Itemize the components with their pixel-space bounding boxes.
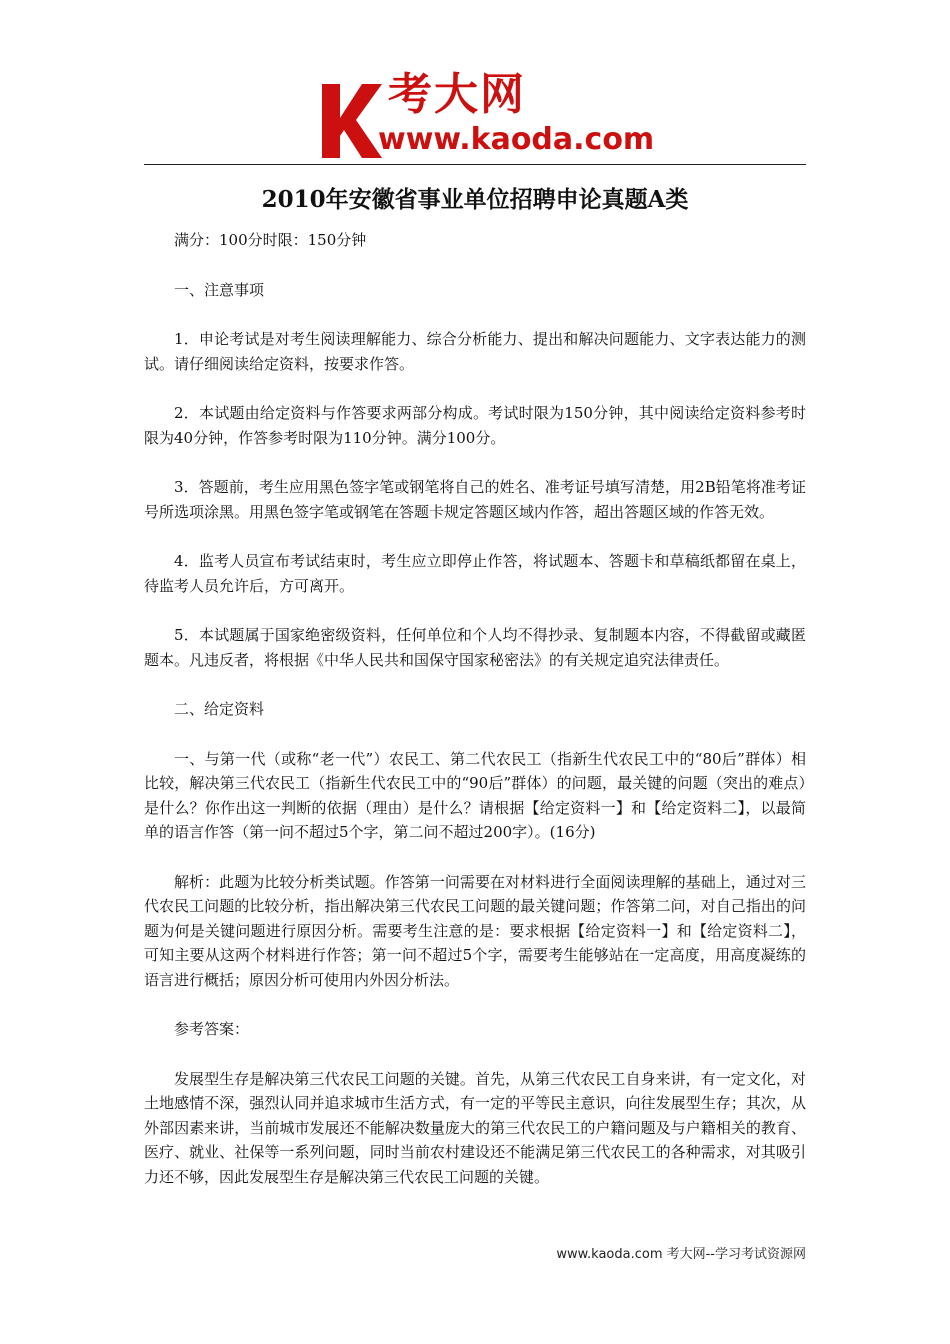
kaoda-k-logo-icon [316,80,386,160]
exam-meta: 满分：100分时限：150分钟 [174,231,367,249]
note-2: 2．本试题由给定资料与作答要求两部分构成。考试时限为150分钟，其中阅读给定资料参考时限为40分钟，作答参考时限为110分钟。满分100分。 [144,404,806,447]
note-3: 3．答题前，考生应用黑色签字笔或钢笔将自己的姓名、准考证号填写清楚，用2B铅笔将准考证号所选项涂黑。用黑色签字笔或钢笔在答题卡规定答题区域内作答，超出答题区域的作答无效。 [144,478,806,521]
section-heading-notes: 一、注意事项 [174,280,265,299]
document-title: 2010年安徽省事业单位招聘申论真题A类 [261,186,689,213]
section-heading-materials: 二、给定资料 [174,700,265,718]
note-4: 4．监考人员宣布考试结束时，考生应立即停止作答，将试题本、答题卡和草稿纸都留在桌上，待监考人员允许后，方可离开。 [144,552,806,595]
question-1: 一、与第一代（或称“老一代”）农民工、第二代农民工（指新生代农民工中的“80后”群体）相比较，解决第三代农民工（指新生代农民工中的“90后”群体）的问题，最关键的问题（突出的难点）是什么？你作出这一判断的依据（理由）是什么？请根据【给定资料一】和【给定资料二】，以最简单的语言作答（第一问不超过5个字，第二问不超过200字）。(16分) [144,749,806,841]
header-divider [144,164,806,165]
document-body [144,228,806,1189]
reference-answer: 发展型生存是解决第三代农民工问题的关键。首先，从第三代农民工自身来讲，有一定文化，对土地感情不深，强烈认同并追求城市生活方式，有一定的平等民主意识，向往发展型生存；其次，从外部因素来讲，当前城市发展还不能解决数量庞大的第三代农民工的户籍问题及与户籍相关的教育、医疗、就业、社保等一系列问题，同时当前农村建设还不能满足第三代农民工的各种需求，对其吸引力还不够，因此发展型生存是解决第三代农民工问题的关键。 [144,1069,806,1186]
logo-chinese-name: 考大网 [388,69,526,120]
site-logo [316,69,655,160]
analysis-paragraph: 解析：此题为比较分析类试题。作答第一问需要在对材料进行全面阅读理解的基础上，通过对三代农民工问题的比较分析，指出解决第三代农民工问题的最关键问题；作答第二问，对自己指出的问题为何是关键问题进行原因分析。需要考生注意的是：要求根据【给定资料一】和【给定资料二】，可知主要从这两个材料进行作答；第一问不超过5个字，需要考生能够站在一定高度，用高度凝练的语言进行概括；原因分析可使用内外因分析法。 [144,872,806,989]
logo-url: www.kaoda.com [378,122,655,157]
note-1: 1．申论考试是对考生阅读理解能力、综合分析能力、提出和解决问题能力、文字表达能力的测试。请仔细阅读给定资料，按要求作答。 [144,330,806,373]
page-footer: www.kaoda.com 考大网--学习考试资源网 [556,1247,806,1262]
note-5: 5．本试题属于国家绝密级资料，任何单位和个人均不得抄录、复制题本内容，不得截留或藏匿题本。凡违反者，将根据《中华人民共和国保守国家秘密法》的有关规定追究法律责任。 [144,626,806,669]
reference-answer-label: 参考答案： [174,1020,250,1038]
